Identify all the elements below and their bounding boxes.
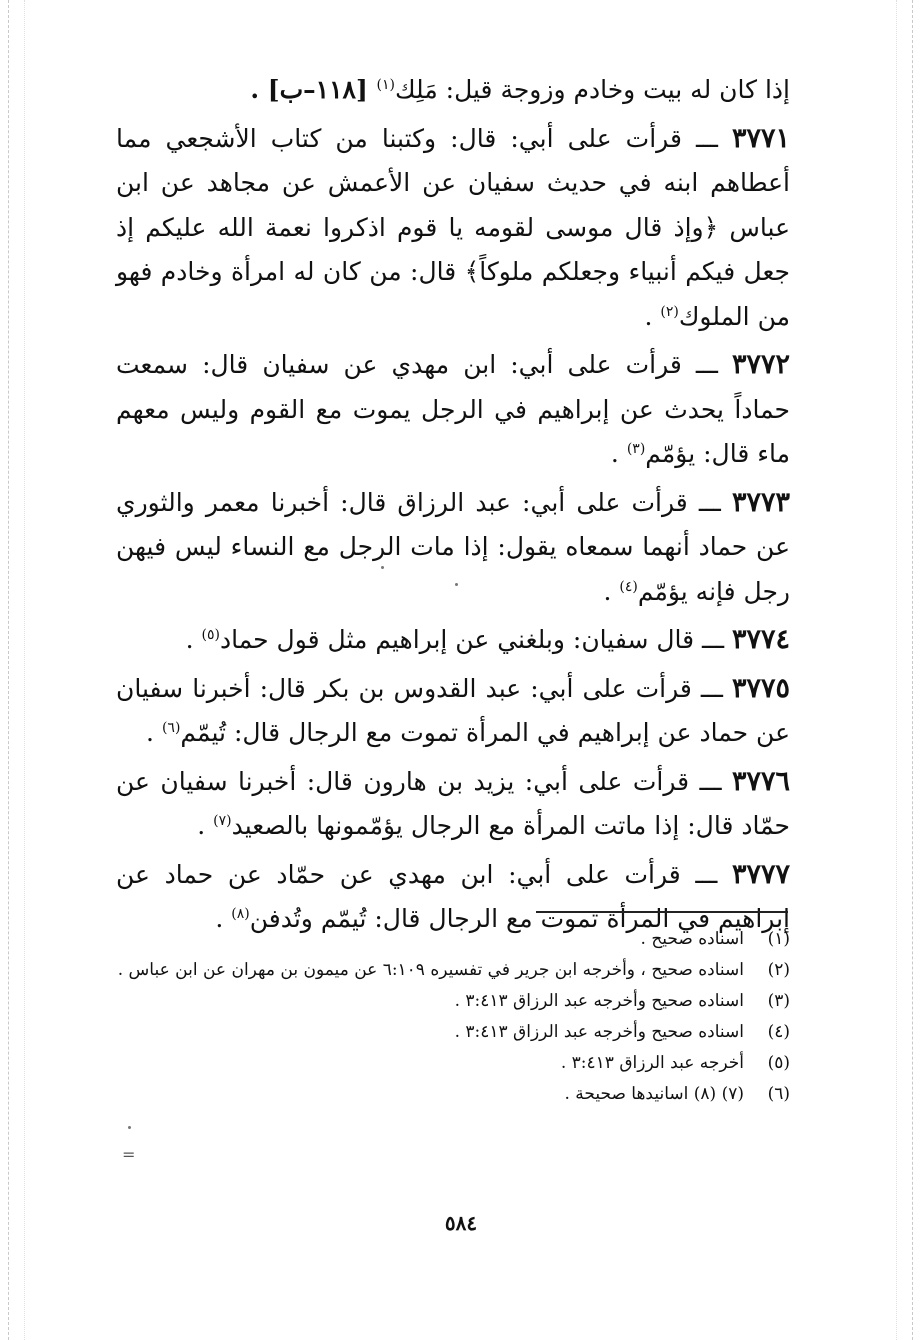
footnote-text: اسناده صحيح . [640, 929, 744, 949]
scan-speck [128, 1126, 131, 1129]
paragraph-text: ـــ قرأت على أبي: يزيد بن هارون قال: أخبرنا سفيان عن حمّاد قال: إذا ماتت المرأة مع الرجال يؤمّمونها بالصعيد [116, 766, 790, 840]
paragraph-end: . [146, 718, 162, 747]
hadith-number: ٣٧٧٥ [731, 672, 790, 704]
hadith-number: ٣٧٧١ [731, 122, 790, 154]
footnote-ref: (٢) [660, 303, 679, 320]
page-number: ٥٨٤ [444, 1211, 478, 1235]
footnote-number: (٦) [767, 1084, 790, 1104]
paragraph-end: . [185, 625, 202, 654]
footnotes [112, 924, 790, 1110]
footnote-text: اسناده صحيح وأخرجه عبد الرزاق ٣:٤١٣ . [454, 1022, 744, 1042]
footnote-item [112, 924, 790, 955]
folio-reference: [١١٨–ب] . [250, 75, 377, 104]
paragraph-3773 [116, 481, 790, 615]
paragraph-end: . [603, 576, 620, 606]
scan-edge-right-inner [896, 0, 897, 1340]
hadith-number: ٣٧٧٦ [731, 765, 790, 797]
main-text [116, 68, 790, 942]
paragraph-end: . [610, 439, 627, 468]
footnote-text: أخرجه عبد الرزاق ٣:٤١٣ . [560, 1053, 744, 1073]
footnote-ref: (٤) [619, 578, 638, 595]
paragraph-text: ـــ قال سفيان: وبلغني عن إبراهيم مثل قول حماد [219, 625, 732, 654]
scan-speck [381, 566, 384, 569]
footnote-item [112, 986, 790, 1017]
margin-mark: = [122, 1145, 136, 1164]
paragraph-end: . [644, 301, 661, 331]
footnote-text: اسناده صحيح وأخرجه عبد الرزاق ٣:٤١٣ . [454, 991, 744, 1011]
hadith-number: ٣٧٧٣ [731, 486, 790, 518]
footnote-separator [536, 911, 788, 913]
footnote-number: (٤) [767, 1022, 790, 1042]
paragraph-end: . [215, 904, 232, 933]
footnote-ref: (٧) [213, 813, 232, 829]
footnote-item [112, 1079, 790, 1110]
scan-edge-left [8, 0, 9, 1340]
footnote-item [112, 1048, 790, 1079]
footnote-ref: (١) [376, 77, 395, 93]
paragraph-text: ـــ قرأت على أبي: قال: وكتبنا من كتاب الأشجعي مما أعطاهم ابنه في حديث سفيان عن الأعمش عن مجاهد عن ابن عباس ﴿وإذ قال موسى لقومه يا قوم اذكروا نعمة الله عليكم إذ جعل فيكم أنبياء وجعلكم ملوكاً﴾ قال: من كان له امرأة وخادم فهو من الملوك [116, 123, 790, 331]
footnote-item [112, 1017, 790, 1048]
paragraph-text: ـــ قرأت على أبي: عبد القدوس بن بكر قال: أخبرنا سفيان عن حماد عن إبراهيم في المرأة تموت مع الرجال قال: تُيمّم [116, 673, 790, 747]
footnote-item [112, 955, 790, 986]
footnote-number: (٥) [767, 1053, 790, 1073]
hadith-number: ٣٧٧٧ [731, 858, 790, 890]
footnote-ref: (٣) [626, 441, 646, 457]
footnote-ref: (٨) [231, 906, 250, 922]
footnote-text: اسناده صحيح ، وأخرجه ابن جرير في تفسيره ٦:١٠٩ عن ميمون بن مهران عن ابن عباس . [117, 960, 744, 980]
paragraph-3775 [116, 667, 790, 756]
paragraph-3772 [116, 343, 790, 477]
paragraph-3771 [116, 117, 790, 340]
intro-text: إذا كان له بيت وخادم وزوجة قيل: مَلِك [394, 75, 790, 104]
paragraph-intro [116, 68, 790, 113]
paragraph-text: ـــ قرأت على أبي: عبد الرزاق قال: أخبرنا معمر والثوري عن حماد أنهما سمعاه يقول: إذا مات الرجل مع النساء ليس فيهن رجل فإنه يؤمّم [116, 487, 790, 606]
paragraph-end: . [197, 811, 214, 840]
hadith-number: ٣٧٧٤ [731, 624, 790, 655]
footnote-number: (١) [767, 929, 790, 949]
footnote-number: (٣) [767, 991, 790, 1011]
footnote-ref: (٦) [161, 720, 181, 736]
paragraph-text: ـــ قرأت على أبي: ابن مهدي عن حمّاد عن حماد عن إبراهيم في المرأة تموت مع الرجال قال: تُيمّم وتُدفن [116, 859, 790, 933]
footnote-number: (٢) [767, 960, 790, 980]
paragraph-3774 [116, 618, 790, 663]
footnote-ref: (٥) [201, 627, 220, 643]
paragraph-3776 [116, 760, 790, 849]
scan-speck [455, 583, 458, 586]
hadith-number: ٣٧٧٢ [731, 349, 790, 380]
scan-edge-left-inner [24, 0, 25, 1340]
footnote-text: (٧) (٨) اسانيدها صحيحة . [564, 1084, 744, 1104]
paragraph-text: ـــ قرأت على أبي: ابن مهدي عن سفيان قال: سمعت حماداً يحدث عن إبراهيم في الرجل يموت مع القوم وليس معهم ماء قال: يؤمّم [116, 350, 790, 468]
scan-edge-right [912, 0, 913, 1340]
